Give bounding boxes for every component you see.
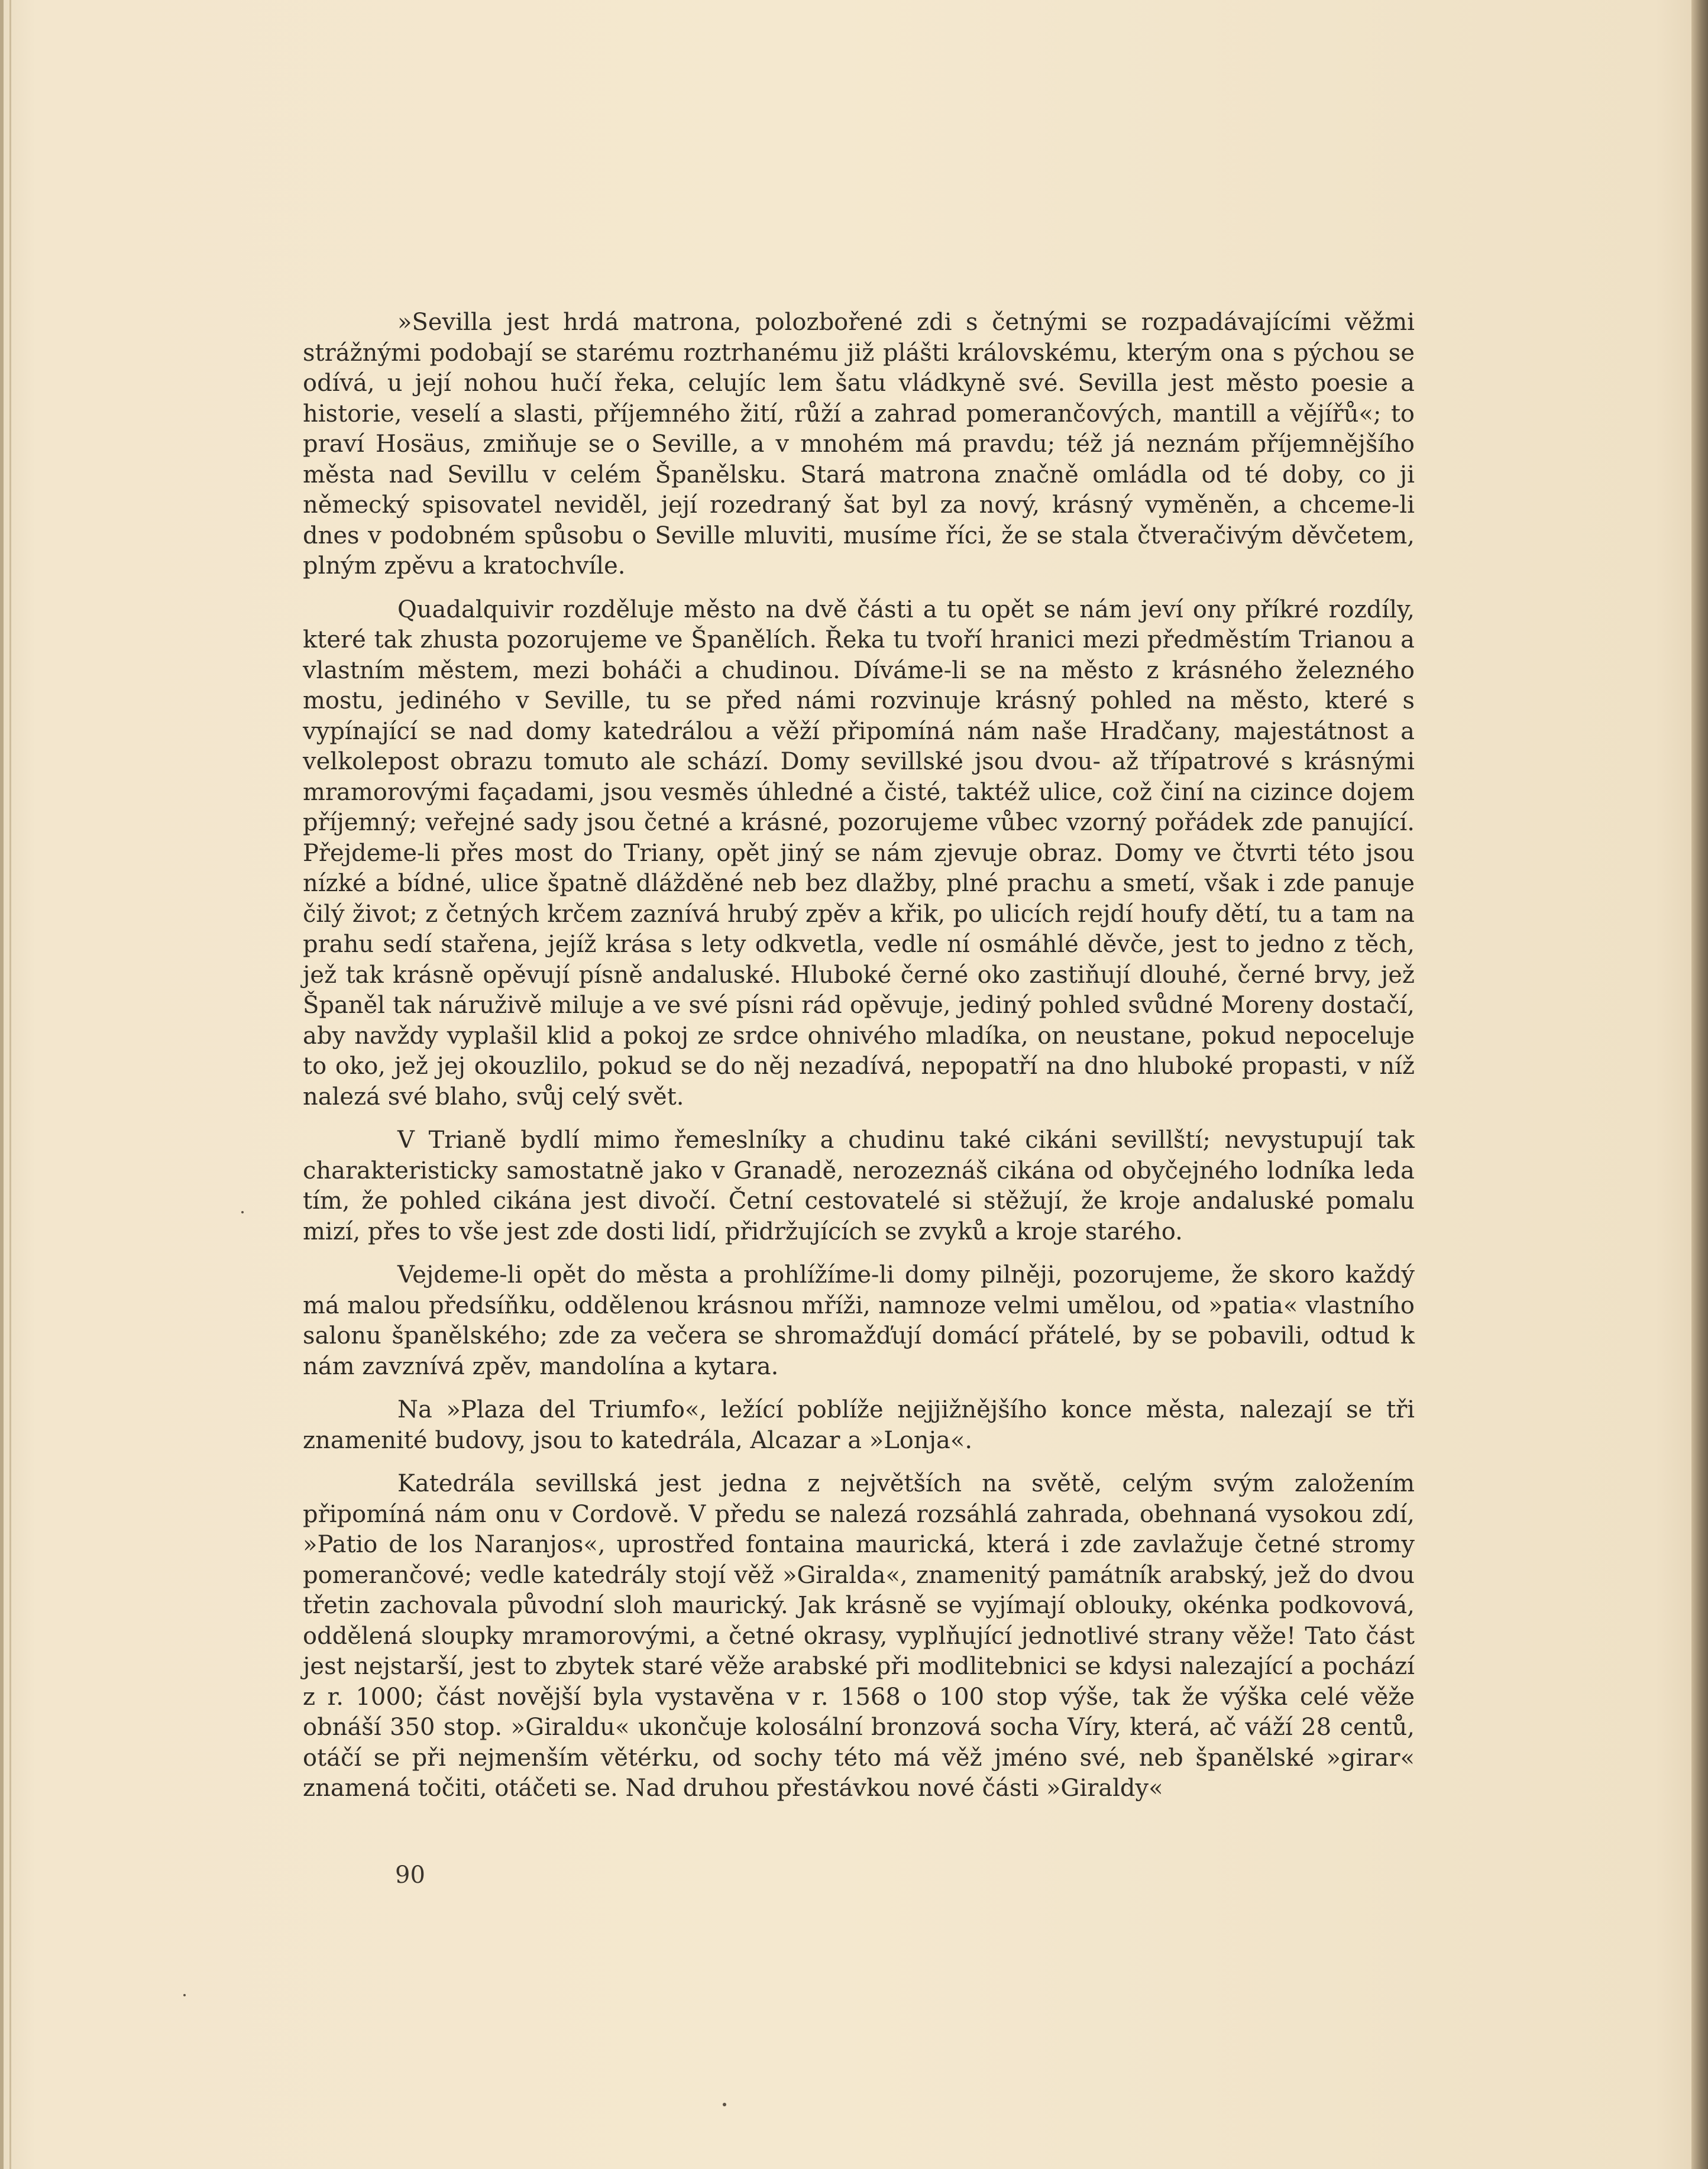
body-text: [303, 307, 1415, 1817]
paragraph-3: V Trianě bydlí mimo řemeslníky a chudinu také cikáni sevillští; nevystupují tak charakteristicky samostatně jako v Granadě, nerozeznáš cikána od obyčejného lodníka leda tím, že pohled cikána jest divočí. Četní cestovatelé si stěžují, že kroje andaluské pomalu mizí, přes to vše jest zde dosti lidí, přidržujících se zvyků a kroje starého.: [303, 1126, 1415, 1245]
binding-edge-inner: [9, 0, 11, 2169]
paragraph-4: Vejdeme-li opět do města a prohlížíme-li domy pilněji, pozorujeme, že skoro každý má malou předsíňku, oddělenou krásnou mříži, namnoze velmi umělou, od »patia« vlastního salonu španělského; zde za večera se shromažďují domácí přátelé, by se pobavili, odtud k nám zavznívá zpěv, mandolína a kytara.: [303, 1261, 1415, 1380]
paper-speck: [241, 1211, 244, 1213]
paragraph-1: »Sevilla jest hrdá matrona, polozbořené zdi s četnými se rozpadávajícími věžmi strážnými podobají se starému roztrhanému již plášti královskému, kterým ona s pýchou se odívá, u její nohou hučí řeka, celujíc lem šatu vládkyně své. Sevilla jest město poesie a historie, veselí a slasti, příjemného žití, růží a zahrad pomerančových, mantill a vějířů«; to praví Hosäus, zmiňuje se o Seville, a v mnohém má pravdu; též já neznám příjemnějšího města nad Sevillu v celém Španělsku. Stará matrona značně omládla od té doby, co ji německý spisovatel neviděl, její rozedraný šat byl za nový, krásný vyměněn, a chceme-li dnes v podobném spůsobu o Seville mluviti, musíme říci, že se stala čtveračivým děvčetem, plným zpěvu a kratochvíle.: [303, 309, 1415, 580]
binding-edge: [0, 0, 4, 2169]
paper-speck: [723, 2103, 726, 2106]
paper-speck: [183, 1994, 186, 1996]
paragraph-5: Na »Plaza del Triumfo«, ležící poblíže nejjižnějšího konce města, nalezají se tři znamenité budovy, jsou to katedrála, Alcazar a »Lonja«.: [303, 1396, 1415, 1454]
paragraph-6: Katedrála sevillská jest jedna z největších na světě, celým svým založením připomíná nám onu v Cordově. V předu se nalezá rozsáhlá zahrada, obehnaná vysokou zdí, »Patio de los Naranjos«, uprostřed fontaina maurická, která i zde zavlažuje četné stromy pomerančové; vedle katedrály stojí věž »Giralda«, znamenitý památník arabský, jež do dvou třetin zachovala původní sloh maurický. Jak krásně se vyjímají oblouky, okénka podkovová, oddělená sloupky mramorovými, a četné okrasy, vyplňující jednotlivé strany věže! Tato část jest nejstarší, jest to zbytek staré věže arabské při modlitebnici se kdysi nalezající a pochází z r. 1000; část novější byla vystavěna v r. 1568 o 100 stop výše, tak že výška celé věže obnáší 350 stop. »Giraldu« ukončuje kolosální bronzová socha Víry, která, ač váží 28 centů, otáčí se při nejmenším větérku, od sochy této má věž jméno své, neb španělské »girar« znamená točiti, otáčeti se. Nad druhou přestávkou nové části »Giraldy«: [303, 1470, 1415, 1802]
page-number: 90: [395, 1862, 425, 1889]
paragraph-2: Quadalquivir rozděluje město na dvě části a tu opět se nám jeví ony příkré rozdíly, které tak zhusta pozorujeme ve Španělích. Řeka tu tvoří hranici mezi předměstím Trianou a vlastním městem, mezi boháči a chudinou. Díváme-li se na město z krásného železného mostu, jediného v Seville, tu se před námi rozvinuje krásný pohled na město, které s vypínající se nad domy katedrálou a věží připomíná nám naše Hradčany, majestátnost a velkolepost obrazu tomuto ale schází. Domy sevillské jsou dvou- až třípatrové s krásnými mramorovými façadami, jsou vesměs úhledné a čisté, taktéž ulice, což činí na cizince dojem příjemný; veřejné sady jsou četné a krásné, pozorujeme vůbec vzorný pořádek zde panující. Přejdeme-li přes most do Triany, opět jiný se nám zjevuje obraz. Domy ve čtvrti této jsou nízké a bídné, ulice špatně dlážděné neb bez dlažby, plné prachu a smetí, však i zde panuje čilý život; z četných krčem zaznívá hrubý zpěv a křik, po ulicích rejdí houfy dětí, tu a tam na prahu sedí stařena, jejíž krása s lety odkvetla, vedle ní osmáhlé děvče, jest to jedno z těch, jež tak krásně opěvují písně andaluské. Hluboké černé oko zastiňují dlouhé, černé brvy, jež Španěl tak náruživě miluje a ve své písni rád opěvuje, jediný pohled svůdné Moreny dostačí, aby navždy vyplašil klid a pokoj ze srdce ohnivého mladíka, on neustane, pokud nepoceluje to oko, jež jej okouzlilo, pokud se do něj nezadívá, nepopatří na dno hluboké propasti, v níž nalezá své blaho, svůj celý svět.: [303, 595, 1415, 1111]
page-right-edge: [1691, 0, 1708, 2169]
